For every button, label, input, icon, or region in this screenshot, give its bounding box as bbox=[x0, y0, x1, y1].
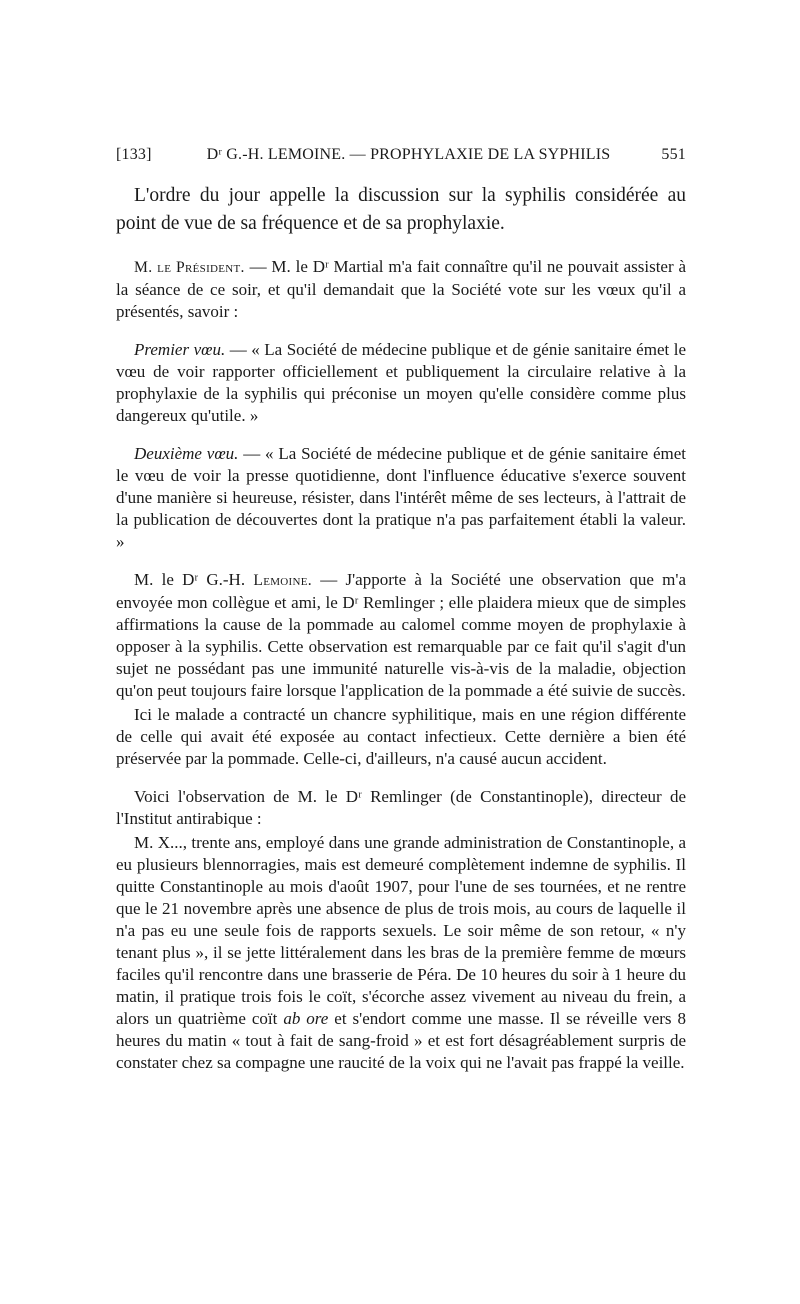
case-italic: ab ore bbox=[283, 1009, 329, 1028]
president-text: — M. le Dʳ Martial m'a fait connaître qu'il ne pouvait assister à la séance de ce soir, et qu'il demandait que la Société vote sur les vœux qu'il a présentés, savoir : bbox=[116, 257, 686, 321]
case-report-paragraph bbox=[116, 832, 686, 1074]
case-text-part1: M. X..., trente ans, employé dans une grande administration de Constantinople, a eu plusieurs blennorragies, mais est demeuré complètement indemne de syphilis. Il quitte Constantinople au mois d'août 1907, pour l'une de ses tournées, et ne rentre que le 21 novembre après une absence de plus de trois mois, au cours de laquelle il n'a pas eu une seule fois de rapports sexuels. Le soir même de son retour, « n'y tenant plus », il se jette littéralement dans les bras de la première femme de mœurs faciles qu'il rencontre dans une brasserie de Péra. De 10 heures du soir à 1 heure du matin, il pratique trois fois le coït, s'écorche assez vivement au niveau du frein, a alors un quatrième coït bbox=[116, 833, 686, 1028]
speaker-lemoine: Lemoine. bbox=[253, 572, 312, 589]
lemoine-prefix: M. le Dʳ G.-H. bbox=[134, 570, 254, 589]
page-reference: [133] bbox=[116, 146, 152, 163]
running-header bbox=[116, 146, 686, 164]
president-paragraph bbox=[116, 256, 686, 323]
second-wish-paragraph bbox=[116, 443, 686, 553]
second-wish-text: — « La Société de médecine publique et de génie sanitaire émet le vœu de voir la presse quotidienne, dont l'influence éducative s'exerce souvent d'une manière si heureuse, résister, dans l'intérêt même de ses lecteurs, à l'attrait de la publication de découvertes dont la pratique n'a pas parfaitement établi la valeur. » bbox=[116, 444, 686, 551]
lemoine-paragraph bbox=[116, 569, 686, 702]
first-wish-text: — « La Société de médecine publique et de génie sanitaire émet le vœu de voir rapporter officiellement et publiquement la circulaire relative à la prophylaxie de la syphilis qui préconise un moyen qu'elle considère comme plus dangereux qu'utile. » bbox=[116, 340, 686, 425]
case-text-part2: et s'endort comme une masse. Il se réveille vers 8 heures du matin « tout à fait de sang-froid » et est fort désagréablement surpris de constater chez sa compagne une raucité de la voix qui ne l'avait pas frappé la veille. bbox=[116, 1009, 687, 1072]
lemoine-text: — J'apporte à la Société une observation que m'a envoyée mon collègue et ami, le Dʳ Remlinger ; elle plaidera mieux que de simples affirmations la cause de la pommade au calomel comme moyen de prophylaxie à opposer à la syphilis. Cette observation est remarquable par ce fait qu'il s'agit d'un sujet ne possédant pas une immunité naturelle vis-à-vis de la maladie, objection qu'on peut toujours faire lorsque l'application de la pommade a été suivie de succès. bbox=[116, 570, 686, 700]
patient-paragraph: Ici le malade a contracté un chancre syphilitique, mais en une région différente de celle qui avait été exposée au contact infectieux. Cette dernière a bien été préservée par la pommade. Celle-ci, d'ailleurs, n'a causé aucun accident. bbox=[116, 705, 686, 768]
intro-paragraph: L'ordre du jour appelle la discussion sur la syphilis considérée au point de vue de sa fréquence et de sa prophylaxie. bbox=[116, 185, 686, 234]
second-wish-label: Deuxième vœu. bbox=[134, 444, 239, 463]
running-title: Dʳ G.-H. LEMOINE. — PROPHYLAXIE DE LA SYPHILIS bbox=[206, 146, 611, 163]
observation-intro-paragraph: Voici l'observation de M. le Dʳ Remlinger (de Constantinople), directeur de l'Institut antirabique : bbox=[116, 787, 686, 828]
speaker-president: M. le Président. bbox=[134, 259, 245, 276]
page-number: 551 bbox=[661, 146, 686, 163]
first-wish-paragraph bbox=[116, 339, 686, 427]
first-wish-label: Premier vœu. bbox=[134, 340, 226, 359]
page-body bbox=[116, 182, 686, 1074]
